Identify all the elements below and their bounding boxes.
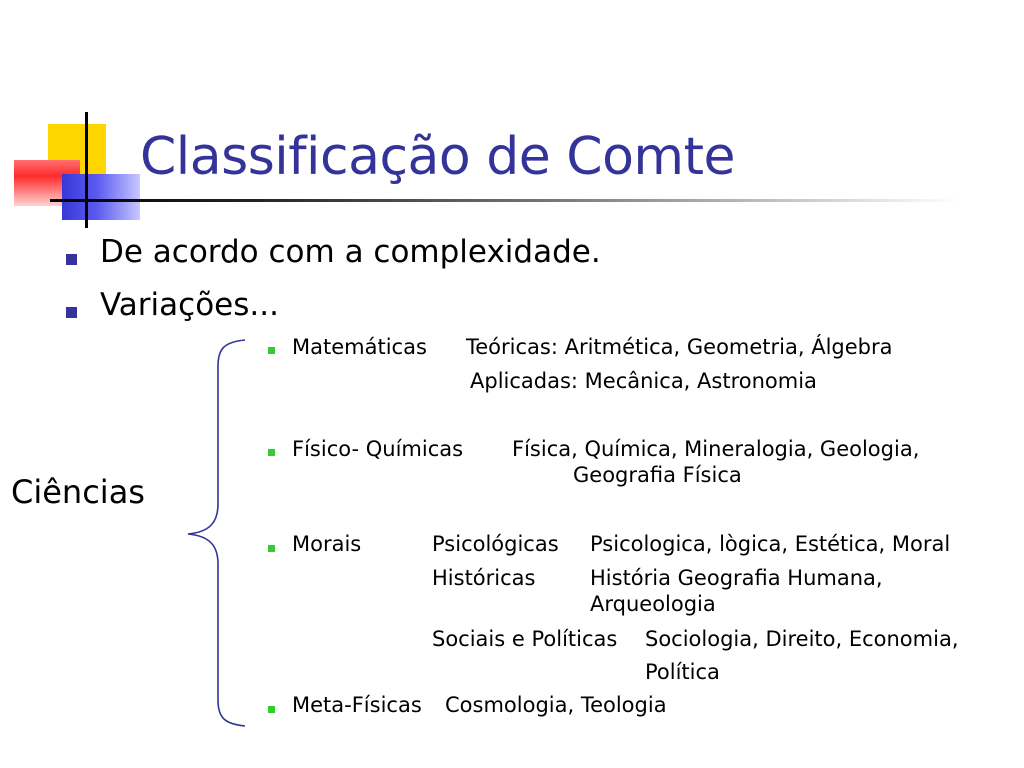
morais-desc-sociais-2: Política <box>645 660 720 684</box>
slide-title: Classificação de Comte <box>140 127 735 187</box>
morais-cat-historicas: Históricas <box>432 566 536 590</box>
matematicas-label: Matemáticas <box>292 335 427 359</box>
sub-bullet-icon <box>268 347 275 354</box>
side-label: Ciências <box>11 473 145 511</box>
curly-brace-icon <box>180 336 260 730</box>
fisico-label: Físico- Químicas <box>292 437 464 461</box>
blue-square-icon <box>62 174 140 220</box>
morais-desc-psicologicas: Psicologica, lògica, Estética, Moral <box>590 532 951 556</box>
morais-desc-historicas-2: Arqueologia <box>590 592 716 616</box>
morais-desc-sociais: Sociologia, Direito, Economia, <box>645 627 959 651</box>
bullet-square-icon <box>66 254 77 265</box>
morais-desc-historicas: História Geografia Humana, <box>590 566 883 590</box>
meta-label: Meta-Físicas <box>292 693 422 717</box>
matematicas-line1: Teóricas: Aritmética, Geometria, Álgebra <box>466 335 893 359</box>
morais-label: Morais <box>292 532 362 556</box>
bullet-text-2: Variações... <box>100 287 279 323</box>
sub-bullet-icon <box>268 449 275 456</box>
matematicas-line2: Aplicadas: Mecânica, Astronomia <box>470 369 817 393</box>
meta-desc: Cosmologia, Teologia <box>445 693 667 717</box>
fisico-line1: Física, Química, Mineralogia, Geologia, <box>512 437 920 461</box>
morais-cat-psicologicas: Psicológicas <box>432 532 559 556</box>
vertical-rule <box>85 112 88 228</box>
fisico-line2: Geografia Física <box>573 463 742 487</box>
morais-cat-sociais: Sociais e Políticas <box>432 627 618 651</box>
sub-bullet-icon <box>268 545 275 552</box>
bullet-square-icon <box>66 307 77 318</box>
sub-bullet-icon <box>268 706 275 713</box>
bullet-text-1: De acordo com a complexidade. <box>100 234 601 270</box>
title-decoration <box>0 0 140 240</box>
title-underline <box>50 199 960 202</box>
